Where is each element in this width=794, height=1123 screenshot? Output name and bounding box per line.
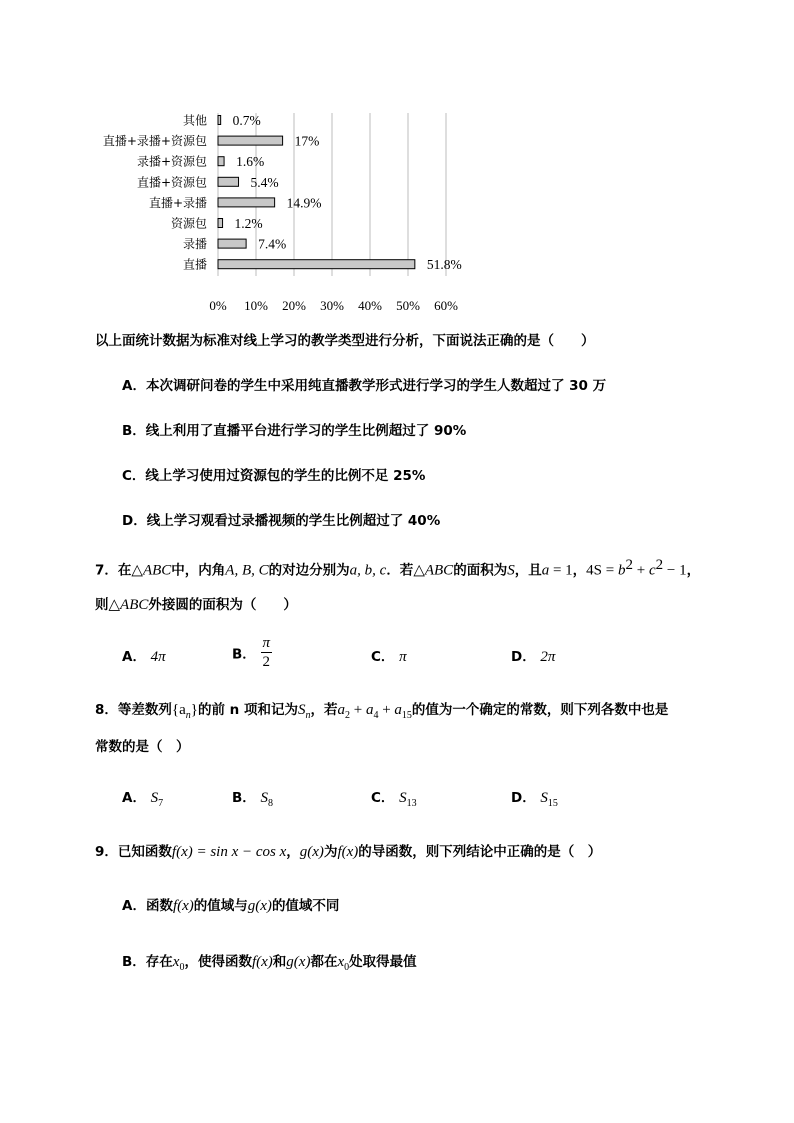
x-tick-label: 10% [244, 298, 268, 313]
q8-option-a: A． $S_7$ [122, 790, 164, 809]
bar [218, 177, 239, 186]
q6-option-d: D．线上学习观看过录播视频的学生比例超过了 40% [122, 513, 441, 529]
category-label: 录播+资源包 [136, 154, 207, 169]
q7-option-a: A． 4π [122, 649, 166, 665]
x-tick-label: 40% [358, 298, 382, 313]
bar [218, 198, 275, 207]
chart-category-labels [103, 113, 207, 272]
data-label: 5.4% [250, 174, 279, 190]
q8-stem-line1: 8．等差数列$\{a_n\}$的前 n 项和记为$S_n$，若$a_2 + a_4 + a_{15}$的值为一个确定的常数，则下列各数中也是 [95, 702, 669, 721]
category-label: 直播+资源包 [136, 175, 207, 190]
category-label: 录播 [182, 237, 207, 252]
category-label: 直播 [182, 257, 207, 272]
x-tick-label: 20% [282, 298, 306, 313]
q7-stem-line2: 则△ABC外接圆的面积为（ ） [95, 597, 297, 613]
x-tick-label: 30% [320, 298, 344, 313]
category-label: 其他 [182, 113, 207, 128]
bar [218, 239, 246, 248]
bar [218, 157, 224, 166]
bar [218, 219, 223, 228]
bar [218, 116, 221, 125]
x-tick-label: 50% [396, 298, 420, 313]
data-label: 51.8% [426, 257, 462, 273]
q9-stem: 9．已知函数f(x) = sin x − cos x，g(x)为f(x)的导函数，则下列结论中正确的是（ ） [95, 844, 602, 860]
category-label: 资源包 [170, 216, 207, 231]
q6-option-c: C．线上学习使用过资源包的学生的比例不足 25% [122, 468, 426, 484]
data-label: 1.2% [234, 216, 263, 231]
q6-option-a: A．本次调研问卷的学生中采用纯直播教学形式进行学习的学生人数超过了 30 万 [122, 378, 607, 394]
x-tick-label: 60% [434, 298, 458, 313]
q8-option-d: D． $S_{15}$ [511, 790, 558, 809]
data-label: 14.9% [286, 195, 322, 211]
q8-stem-line2: 常数的是（ ） [95, 739, 190, 755]
q9-option-a: A．函数f(x)的值域与g(x)的值域不同 [122, 898, 340, 914]
bar [218, 260, 415, 269]
data-label: 17% [294, 133, 320, 149]
q7-option-d: D． 2π [511, 649, 556, 665]
data-label: 7.4% [258, 236, 287, 252]
category-label: 直播+录播+资源包 [102, 134, 207, 149]
q9-option-b: B．存在$x_0$，使得函数f(x)和g(x)都在$x_0$处取得最值 [122, 954, 417, 973]
q6-option-b: B．线上利用了直播平台进行学习的学生比例超过了 90% [122, 423, 467, 439]
q7-option-b: B． $\frac{\pi}{2}$ [232, 635, 271, 670]
q8-option-b: B． $S_8$ [232, 790, 273, 809]
data-label: 1.6% [236, 154, 265, 170]
chart-tick-labels [209, 298, 458, 313]
q7-option-c: C． π [371, 649, 407, 665]
data-label: 0.7% [232, 113, 261, 128]
q6-stem: 以上面统计数据为标准对线上学习的教学类型进行分析，下面说法正确的是（ ） [95, 333, 595, 349]
x-tick-label: 0% [209, 298, 227, 313]
q8-option-c: C． $S_{13}$ [371, 790, 417, 809]
bar-chart [0, 0, 794, 330]
category-label: 直播+录播 [148, 195, 207, 210]
q7-stem-line1: 7．在△ABC中，内角A, B, C的对边分别为a, b, c．若△ABC的面积为S，且a = 1，$4S = b^2 + c^2 - 1$， [95, 557, 701, 579]
bar [218, 136, 283, 145]
